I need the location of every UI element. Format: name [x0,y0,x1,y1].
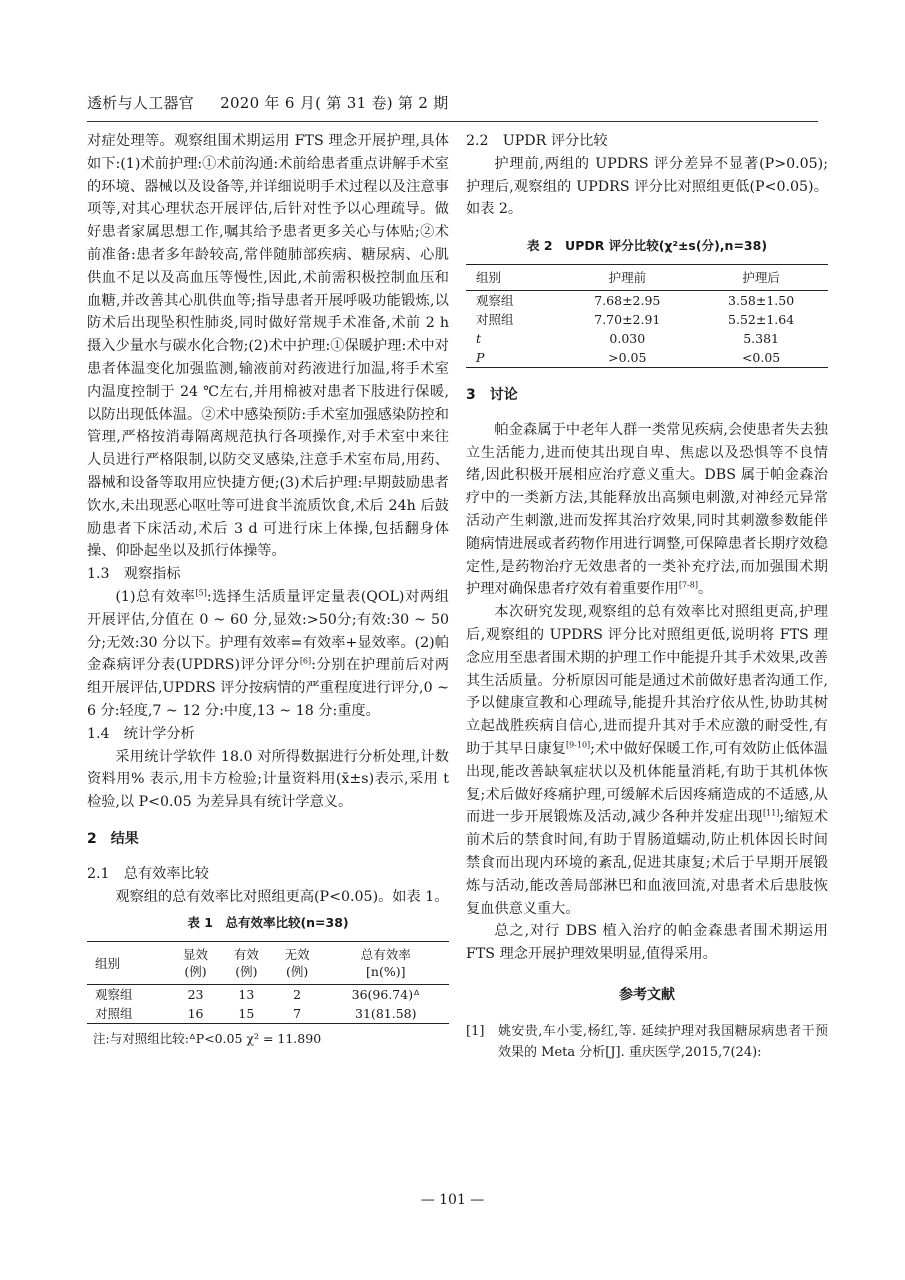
citation-7-8[interactable]: [7-8] [678,580,698,590]
discussion-paragraph-2: 本次研究发现,观察组的总有效率比对照组更高,护理后,观察组的 UPDRS 评分比对照组更低,说明将 FTS 理念应用至患者围术期的护理工作中能提升其手术效果,改善其生活质量。分析原因可能是通过术前做好患者沟通工作,予以健康宣教和心理疏导,能提升其治疗依从性,协助其树立起战胜疾病自信心,进而提升其对手术应激的耐受性,有助于其早日康复[9-10];术中做好保暖工作,可有效防止低体温出现,能改善缺氧症状以及机体能量消耗,有助于其机体恢复;术后做好疼痛护理,可缓解术后因疼痛造成的不适感,从而进一步开展锻炼及活动,减少各种并发症出现[11];缩短术前术后的禁食时间,有助于胃肠道蠕动,防止机体因长时间禁食而出现内环境的紊乱,促进其康复;术后于早期开展锻炼与活动,能改善局部淋巴和血液回流,对患者术后患肢恢复血供意义重大。 [466,604,828,917]
table2-caption: 表 2 UPDR 评分比较(χ²±s(分),n=38) [526,238,768,254]
table1-header-cell: 总有效率 [n(%)] [323,942,449,985]
table-row: 对照组 16 15 7 31(81.58) [95,1006,417,1022]
issue-info: 2020 年 6 月( 第 31 卷) 第 2 期 [220,94,449,112]
references-heading: 参考文献 [619,986,675,1003]
heading-1-3: 1.3 观察指标 [87,566,181,583]
table2-header-cell: 护理后 [694,264,828,290]
running-header [87,92,449,113]
reference-number: [1] [466,1023,485,1039]
journal-name: 透析与人工器官 [87,94,195,112]
table2-header-row [466,264,828,290]
citation-9-10[interactable]: [9-10] [565,740,591,750]
citation-5[interactable]: [5] [195,588,207,598]
care-paragraph: 对症处理等。观察组围术期运用 FTS 理念开展护理,具体如下:(1)术前护理:①术前沟通:术前给患者重点讲解手术室的环境、器械以及设备等,并详细说明手术过程以及注意事项等,对其心理状态开展评估,后针对性予以心理疏导。做好患者家属思想工作,嘱其给予患者更多关心与体贴;②术前准备:患者多年龄较高,常伴随肺部疾病、糖尿病、心肌供血不足以及高血压等慢性,因此,术前需积极控制血压和血糖,并改善其心肌供血等;指导患者开展呼吸功能锻炼,以防术后出现坠积性肺炎,同时做好常规手术准备,术前 2 h 摄入少量水与碳水化合物;(2)术中护理:①保暖护理:术中对患者体温变化加强监测,输液前对药液进行加温,将手术室内温度控制于 24 ℃左右,并用棉被对患者下肢进行保暖,以防出现低体温。②术中感染预防:手术室加强感染防控和管理,严格按消毒隔离规范执行各项操作,对手术室中来往人员进行严格限制,以防交叉感染,注意手术室布局,用药、器械和设备等取用应快捷方便;(3)术后护理:早期鼓励患者饮水,未出现恶心呕吐等可进食半流质饮食,术后 24h 后鼓励患者下床活动,术后 3 d 可进行床上体操,包括翻身体操、仰卧起坐以及抓行体操等。 [87,133,449,560]
table1 [87,941,449,1024]
citation-6[interactable]: [6] [299,656,312,666]
table1-header-cell: 组别 [87,942,170,985]
observation-paragraph: (1)总有效率[5]:选择生活质量评定量表(QOL)对两组开展评估,分值在 0 ~ 60 分,显效:>50分;有效:30 ~ 50 分;无效:30 分以下。护理有效率=有效率+显效率。(2)帕金森病评分表(UPDRS)评分评分[6]:分别在护理前后对两组开展评估,UPDRS 评分按病情的严重程度进行评分,0 ~ 6 分:轻度,7 ~ 12 分:中度,13 ~ 18 分:重度。 [87,588,450,719]
results-paragraph-1: 观察组的总有效率比对照组更高(P<0.05)。如表 1。 [115,888,449,905]
heading-1-4: 1.4 统计学分析 [87,725,195,742]
heading-2-2: 2.2 UPDR 评分比较 [466,133,608,149]
heading-2-results: 2 结果 [87,830,139,847]
results-paragraph-2: 护理前,两组的 UPDRS 评分差异不显著(P>0.05);护理后,观察组的 UPDRS 评分比对照组更低(P<0.05)。如表 2。 [466,155,828,218]
table1-note: 注:与对照组比较:ᐞP<0.05 χ² = 11.890 [93,1031,322,1047]
discussion-paragraph-1: 帕金森属于中老年人群一类常见疾病,会使患者失去独立生活能力,进而使其出现自卑、焦虑以及恐惧等不良情绪,因此积极开展相应治疗意义重大。DBS 属于帕金森治疗中的一类新方法,其能释放出高频电刺激,对神经元异常活动产生刺激,进而发挥其治疗效果,同时其刺激参数能伴随病情进展或者药物作用进行调整,可保障患者长期疗效稳定性,是药物治疗无效患者的一类补充疗法,而加强围术期护理对确保患者疗效有着重要作用[7-8]。 [466,421,828,598]
table-row: 对照组 7.70±2.91 5.52±1.64 [476,311,795,327]
statistics-paragraph: 采用统计学软件 18.0 对所得数据进行分析处理,计数资料用% 表示,用卡方检验;计量资料用(x̄±s)表示,采用 t 检验,以 P<0.05 为差异具有统计学意义。 [87,748,449,811]
table-row: 观察组 7.68±2.95 3.58±1.50 [476,292,795,308]
table1-header-row [87,942,449,985]
table-row: P >0.05 <0.05 [476,349,781,365]
reference-text: 姚安贵,车小雯,杨红,等. 延续护理对我国糖尿病患者干预效果的 Meta 分析[J]. 重庆医学,2015,7(24): [498,1023,828,1060]
table1-header-cell: 显效 (例) [170,942,221,985]
table1-header-cell: 无效 (例) [272,942,323,985]
table1-header-cell: 有效 (例) [221,942,272,985]
table2-header-cell: 组别 [466,264,560,290]
discussion-paragraph-3: 总之,对行 DBS 植入治疗的帕金森患者围术期运用 FTS 理念开展护理效果明显,值得采用。 [466,923,828,963]
table1-caption: 表 1 总有效率比较(n=38) [187,915,349,931]
table2 [466,264,828,368]
heading-2-1: 2.1 总有效率比较 [87,865,209,882]
page-number: — 101 — [420,1192,485,1208]
reference-item [466,1021,828,1063]
citation-11[interactable]: [11] [762,808,780,818]
header-rule [87,121,818,122]
table-row: 观察组 23 13 2 36(96.74)ᐞ [95,987,420,1003]
table-row: t 0.030 5.381 [476,330,779,346]
heading-3-discussion: 3 讨论 [466,386,518,403]
table2-header-cell: 护理前 [560,264,694,290]
left-column [87,130,449,1051]
right-column [466,130,828,1063]
